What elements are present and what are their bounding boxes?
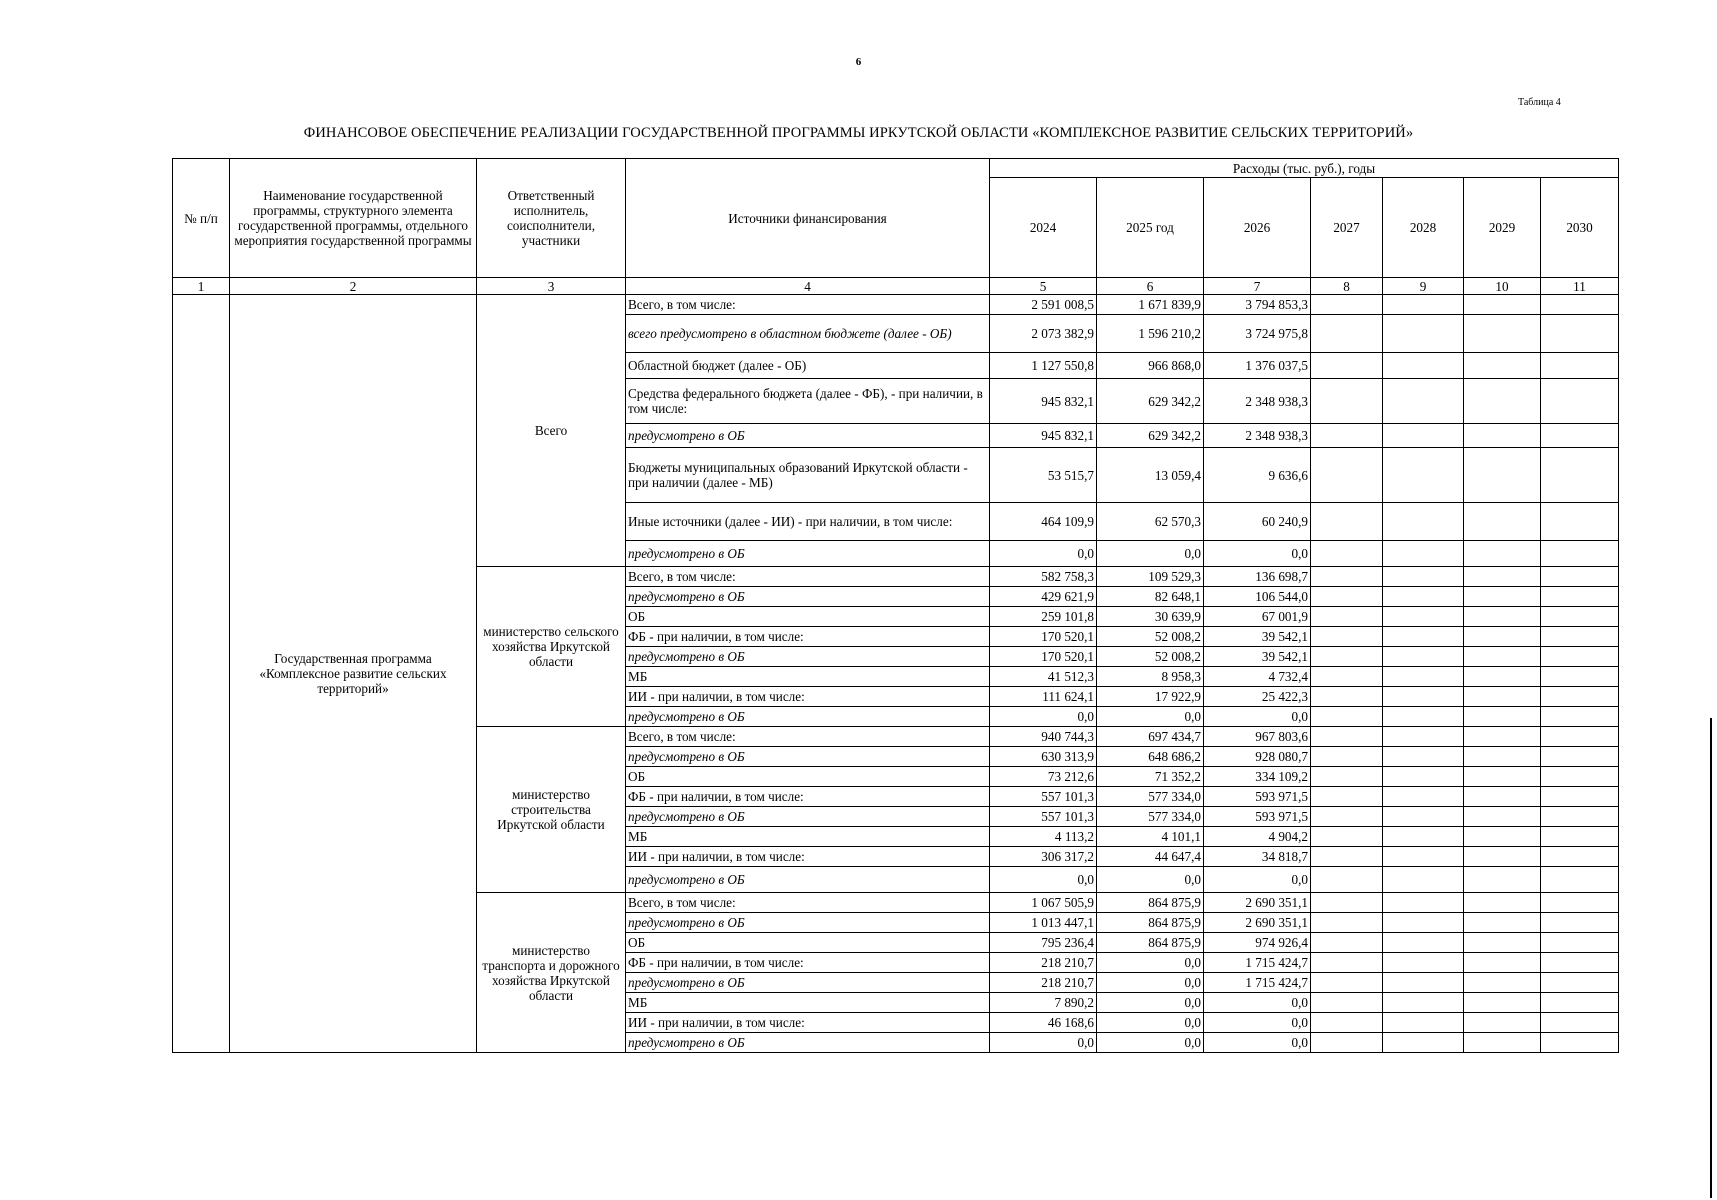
empty-amount-cell [1464, 315, 1541, 353]
header-responsible: Ответственный исполнитель, соисполнители, участники [477, 159, 626, 278]
funding-source-cell: ОБ [626, 607, 990, 627]
empty-amount-cell [1541, 567, 1619, 587]
amount-cell: 429 621,9 [990, 587, 1097, 607]
empty-amount-cell [1383, 587, 1464, 607]
amount-cell: 464 109,9 [990, 503, 1097, 541]
amount-cell: 2 690 351,1 [1204, 913, 1311, 933]
amount-cell: 1 715 424,7 [1204, 973, 1311, 993]
amount-cell: 928 080,7 [1204, 747, 1311, 767]
empty-amount-cell [1464, 707, 1541, 727]
amount-cell: 0,0 [1097, 973, 1204, 993]
funding-source-cell: предусмотрено в ОБ [626, 541, 990, 567]
amount-cell: 53 515,7 [990, 448, 1097, 503]
column-index: 10 [1464, 278, 1541, 295]
empty-amount-cell [1383, 315, 1464, 353]
amount-cell: 2 348 938,3 [1204, 379, 1311, 424]
empty-amount-cell [1464, 973, 1541, 993]
empty-amount-cell [1311, 727, 1383, 747]
empty-amount-cell [1383, 647, 1464, 667]
amount-cell: 0,0 [1097, 1013, 1204, 1033]
header-sources: Источники финансирования [626, 159, 990, 278]
empty-amount-cell [1311, 913, 1383, 933]
amount-cell: 940 744,3 [990, 727, 1097, 747]
empty-amount-cell [1541, 787, 1619, 807]
empty-amount-cell [1383, 913, 1464, 933]
column-index: 9 [1383, 278, 1464, 295]
amount-cell: 966 868,0 [1097, 353, 1204, 379]
amount-cell: 0,0 [1097, 993, 1204, 1013]
amount-cell: 629 342,2 [1097, 379, 1204, 424]
amount-cell: 109 529,3 [1097, 567, 1204, 587]
amount-cell: 30 639,9 [1097, 607, 1204, 627]
empty-amount-cell [1541, 587, 1619, 607]
empty-amount-cell [1541, 953, 1619, 973]
funding-source-cell: МБ [626, 993, 990, 1013]
empty-amount-cell [1464, 827, 1541, 847]
amount-cell: 0,0 [1204, 1013, 1311, 1033]
empty-amount-cell [1464, 687, 1541, 707]
amount-cell: 0,0 [1097, 1033, 1204, 1053]
amount-cell: 864 875,9 [1097, 893, 1204, 913]
amount-cell: 52 008,2 [1097, 627, 1204, 647]
amount-cell: 71 352,2 [1097, 767, 1204, 787]
amount-cell: 577 334,0 [1097, 807, 1204, 827]
empty-amount-cell [1541, 1013, 1619, 1033]
empty-amount-cell [1311, 973, 1383, 993]
empty-amount-cell [1464, 767, 1541, 787]
amount-cell: 170 520,1 [990, 627, 1097, 647]
empty-amount-cell [1541, 767, 1619, 787]
header-year: 2025 год [1097, 178, 1204, 278]
empty-amount-cell [1541, 503, 1619, 541]
empty-amount-cell [1383, 953, 1464, 973]
executor-cell: министерство строительства Иркутской области [477, 727, 626, 893]
amount-cell: 218 210,7 [990, 973, 1097, 993]
funding-source-cell: МБ [626, 827, 990, 847]
empty-amount-cell [1311, 707, 1383, 727]
amount-cell: 1 671 839,9 [1097, 295, 1204, 315]
column-index: 4 [626, 278, 990, 295]
funding-source-cell: предусмотрено в ОБ [626, 707, 990, 727]
empty-amount-cell [1541, 933, 1619, 953]
column-index: 2 [230, 278, 477, 295]
empty-amount-cell [1311, 503, 1383, 541]
empty-amount-cell [1541, 627, 1619, 647]
funding-source-cell: предусмотрено в ОБ [626, 647, 990, 667]
program-name-cell: Государственная программа «Комплексное развитие сельских территорий» [230, 295, 477, 1053]
funding-source-cell: Иные источники (далее - ИИ) - при наличии, в том числе: [626, 503, 990, 541]
column-index: 11 [1541, 278, 1619, 295]
empty-amount-cell [1541, 893, 1619, 913]
column-index: 6 [1097, 278, 1204, 295]
amount-cell: 4 904,2 [1204, 827, 1311, 847]
amount-cell: 259 101,8 [990, 607, 1097, 627]
amount-cell: 9 636,6 [1204, 448, 1311, 503]
empty-amount-cell [1311, 687, 1383, 707]
empty-amount-cell [1464, 567, 1541, 587]
empty-amount-cell [1464, 953, 1541, 973]
column-index: 1 [173, 278, 230, 295]
empty-amount-cell [1311, 827, 1383, 847]
amount-cell: 306 317,2 [990, 847, 1097, 867]
document-title: ФИНАНСОВОЕ ОБЕСПЕЧЕНИЕ РЕАЛИЗАЦИИ ГОСУДАРСТВЕННОЙ ПРОГРАММЫ ИРКУТСКОЙ ОБЛАСТИ «КОМПЛЕКСНОЕ РАЗВИТИЕ СЕЛЬСКИХ ТЕРРИТОРИЙ» [303, 125, 1414, 141]
amount-cell: 25 422,3 [1204, 687, 1311, 707]
empty-amount-cell [1464, 295, 1541, 315]
empty-amount-cell [1383, 807, 1464, 827]
empty-amount-cell [1311, 1033, 1383, 1053]
amount-cell: 0,0 [1204, 993, 1311, 1013]
empty-amount-cell [1464, 867, 1541, 893]
empty-amount-cell [1541, 607, 1619, 627]
empty-amount-cell [1311, 667, 1383, 687]
empty-amount-cell [1383, 767, 1464, 787]
amount-cell: 62 570,3 [1097, 503, 1204, 541]
empty-amount-cell [1464, 727, 1541, 747]
amount-cell: 4 101,1 [1097, 827, 1204, 847]
header-year: 2028 [1383, 178, 1464, 278]
empty-amount-cell [1311, 315, 1383, 353]
empty-amount-cell [1464, 847, 1541, 867]
amount-cell: 974 926,4 [1204, 933, 1311, 953]
empty-amount-cell [1541, 727, 1619, 747]
empty-amount-cell [1311, 647, 1383, 667]
executor-cell: министерство транспорта и дорожного хозяйства Иркутской области [477, 893, 626, 1053]
funding-source-cell: предусмотрено в ОБ [626, 807, 990, 827]
empty-amount-cell [1464, 1033, 1541, 1053]
executor-cell: Всего [477, 295, 626, 567]
empty-amount-cell [1541, 1033, 1619, 1053]
empty-amount-cell [1541, 687, 1619, 707]
amount-cell: 0,0 [1204, 1033, 1311, 1053]
amount-cell: 967 803,6 [1204, 727, 1311, 747]
empty-amount-cell [1383, 747, 1464, 767]
funding-source-cell: всего предусмотрено в областном бюджете (далее - ОБ) [626, 315, 990, 353]
empty-amount-cell [1311, 933, 1383, 953]
funding-source-cell: предусмотрено в ОБ [626, 867, 990, 893]
empty-amount-cell [1311, 541, 1383, 567]
funding-source-cell: предусмотрено в ОБ [626, 747, 990, 767]
amount-cell: 577 334,0 [1097, 787, 1204, 807]
empty-amount-cell [1541, 295, 1619, 315]
empty-amount-cell [1383, 687, 1464, 707]
funding-source-cell: Бюджеты муниципальных образований Иркутской области - при наличии (далее - МБ) [626, 448, 990, 503]
amount-cell: 0,0 [990, 707, 1097, 727]
amount-cell: 41 512,3 [990, 667, 1097, 687]
empty-amount-cell [1311, 787, 1383, 807]
amount-cell: 8 958,3 [1097, 667, 1204, 687]
empty-amount-cell [1311, 993, 1383, 1013]
amount-cell: 2 348 938,3 [1204, 424, 1311, 448]
amount-cell: 629 342,2 [1097, 424, 1204, 448]
amount-cell: 46 168,6 [990, 1013, 1097, 1033]
empty-amount-cell [1383, 827, 1464, 847]
funding-source-cell: Всего, в том числе: [626, 567, 990, 587]
empty-amount-cell [1383, 424, 1464, 448]
amount-cell: 945 832,1 [990, 379, 1097, 424]
amount-cell: 945 832,1 [990, 424, 1097, 448]
amount-cell: 630 313,9 [990, 747, 1097, 767]
empty-amount-cell [1464, 747, 1541, 767]
empty-amount-cell [1311, 953, 1383, 973]
empty-amount-cell [1311, 353, 1383, 379]
amount-cell: 1 013 447,1 [990, 913, 1097, 933]
amount-cell: 648 686,2 [1097, 747, 1204, 767]
empty-amount-cell [1383, 541, 1464, 567]
amount-cell: 3 794 853,3 [1204, 295, 1311, 315]
empty-amount-cell [1311, 847, 1383, 867]
empty-amount-cell [1311, 424, 1383, 448]
amount-cell: 52 008,2 [1097, 647, 1204, 667]
empty-amount-cell [1464, 993, 1541, 1013]
empty-amount-cell [1383, 567, 1464, 587]
empty-amount-cell [1383, 893, 1464, 913]
empty-amount-cell [1464, 379, 1541, 424]
funding-source-cell: предусмотрено в ОБ [626, 973, 990, 993]
empty-amount-cell [1383, 867, 1464, 893]
amount-cell: 557 101,3 [990, 807, 1097, 827]
amount-cell: 1 715 424,7 [1204, 953, 1311, 973]
header-num: № п/п [173, 159, 230, 278]
amount-cell: 864 875,9 [1097, 913, 1204, 933]
table-row [173, 295, 1619, 315]
funding-source-cell: ОБ [626, 767, 990, 787]
empty-amount-cell [1464, 587, 1541, 607]
empty-amount-cell [1541, 867, 1619, 893]
empty-amount-cell [1464, 353, 1541, 379]
empty-amount-cell [1383, 933, 1464, 953]
empty-amount-cell [1464, 607, 1541, 627]
empty-amount-cell [1383, 353, 1464, 379]
empty-amount-cell [1311, 867, 1383, 893]
amount-cell: 0,0 [1097, 541, 1204, 567]
amount-cell: 0,0 [1097, 867, 1204, 893]
amount-cell: 0,0 [990, 1033, 1097, 1053]
funding-source-cell: Всего, в том числе: [626, 893, 990, 913]
amount-cell: 2 591 008,5 [990, 295, 1097, 315]
empty-amount-cell [1464, 787, 1541, 807]
amount-cell: 17 922,9 [1097, 687, 1204, 707]
header-year: 2029 [1464, 178, 1541, 278]
empty-amount-cell [1464, 503, 1541, 541]
financing-table [172, 158, 1619, 1053]
amount-cell: 334 109,2 [1204, 767, 1311, 787]
empty-amount-cell [1541, 807, 1619, 827]
empty-amount-cell [1311, 567, 1383, 587]
empty-amount-cell [1383, 847, 1464, 867]
empty-amount-cell [1383, 607, 1464, 627]
empty-amount-cell [1383, 707, 1464, 727]
amount-cell: 1 596 210,2 [1097, 315, 1204, 353]
empty-amount-cell [1311, 379, 1383, 424]
amount-cell: 111 624,1 [990, 687, 1097, 707]
amount-cell: 2 073 382,9 [990, 315, 1097, 353]
amount-cell: 0,0 [1204, 867, 1311, 893]
empty-amount-cell [1541, 424, 1619, 448]
amount-cell: 4 732,4 [1204, 667, 1311, 687]
amount-cell: 0,0 [990, 541, 1097, 567]
empty-amount-cell [1541, 448, 1619, 503]
funding-source-cell: Средства федерального бюджета (далее - ФБ), - при наличии, в том числе: [626, 379, 990, 424]
amount-cell: 1 127 550,8 [990, 353, 1097, 379]
amount-cell: 0,0 [1204, 541, 1311, 567]
amount-cell: 697 434,7 [1097, 727, 1204, 747]
empty-amount-cell [1383, 627, 1464, 647]
empty-amount-cell [1311, 893, 1383, 913]
empty-amount-cell [1464, 448, 1541, 503]
table-label: Таблица 4 [1518, 97, 1561, 108]
empty-amount-cell [1383, 379, 1464, 424]
empty-amount-cell [1541, 315, 1619, 353]
amount-cell: 106 544,0 [1204, 587, 1311, 607]
column-index: 3 [477, 278, 626, 295]
empty-amount-cell [1311, 295, 1383, 315]
empty-amount-cell [1464, 424, 1541, 448]
amount-cell: 136 698,7 [1204, 567, 1311, 587]
amount-cell: 593 971,5 [1204, 787, 1311, 807]
empty-amount-cell [1541, 847, 1619, 867]
amount-cell: 864 875,9 [1097, 933, 1204, 953]
empty-amount-cell [1464, 541, 1541, 567]
empty-amount-cell [1541, 827, 1619, 847]
column-index: 8 [1311, 278, 1383, 295]
empty-amount-cell [1383, 787, 1464, 807]
page-number: 6 [855, 56, 862, 68]
empty-amount-cell [1541, 541, 1619, 567]
amount-cell: 218 210,7 [990, 953, 1097, 973]
empty-amount-cell [1311, 747, 1383, 767]
empty-amount-cell [1541, 993, 1619, 1013]
funding-source-cell: ФБ - при наличии, в том числе: [626, 787, 990, 807]
empty-amount-cell [1311, 627, 1383, 647]
executor-cell: министерство сельского хозяйства Иркутской области [477, 567, 626, 727]
header-name: Наименование государственной программы, структурного элемента государственной программы, отдельного мероприятия государственной программы [230, 159, 477, 278]
header-year: 2026 [1204, 178, 1311, 278]
amount-cell: 795 236,4 [990, 933, 1097, 953]
empty-amount-cell [1383, 993, 1464, 1013]
amount-cell: 1 376 037,5 [1204, 353, 1311, 379]
empty-amount-cell [1311, 587, 1383, 607]
funding-source-cell: ИИ - при наличии, в том числе: [626, 847, 990, 867]
empty-amount-cell [1464, 667, 1541, 687]
empty-amount-cell [1311, 1013, 1383, 1033]
empty-amount-cell [1383, 973, 1464, 993]
funding-source-cell: предусмотрено в ОБ [626, 587, 990, 607]
amount-cell: 34 818,7 [1204, 847, 1311, 867]
amount-cell: 0,0 [1097, 707, 1204, 727]
scan-edge-mark [1710, 718, 1712, 1198]
amount-cell: 4 113,2 [990, 827, 1097, 847]
empty-amount-cell [1541, 913, 1619, 933]
amount-cell: 39 542,1 [1204, 647, 1311, 667]
amount-cell: 13 059,4 [1097, 448, 1204, 503]
amount-cell: 0,0 [1204, 707, 1311, 727]
amount-cell: 2 690 351,1 [1204, 893, 1311, 913]
funding-source-cell: МБ [626, 667, 990, 687]
funding-source-cell: Областной бюджет (далее - ОБ) [626, 353, 990, 379]
empty-amount-cell [1541, 379, 1619, 424]
empty-amount-cell [1464, 647, 1541, 667]
empty-amount-cell [1541, 353, 1619, 379]
funding-source-cell: Всего, в том числе: [626, 727, 990, 747]
amount-cell: 3 724 975,8 [1204, 315, 1311, 353]
amount-cell: 44 647,4 [1097, 847, 1204, 867]
empty-amount-cell [1464, 893, 1541, 913]
funding-source-cell: предусмотрено в ОБ [626, 424, 990, 448]
amount-cell: 0,0 [1097, 953, 1204, 973]
empty-amount-cell [1311, 807, 1383, 827]
amount-cell: 60 240,9 [1204, 503, 1311, 541]
header-year: 2024 [990, 178, 1097, 278]
empty-amount-cell [1464, 913, 1541, 933]
amount-cell: 593 971,5 [1204, 807, 1311, 827]
empty-amount-cell [1311, 448, 1383, 503]
header-expenses: Расходы (тыс. руб.), годы [990, 159, 1619, 178]
amount-cell: 73 212,6 [990, 767, 1097, 787]
amount-cell: 582 758,3 [990, 567, 1097, 587]
empty-amount-cell [1383, 503, 1464, 541]
amount-cell: 7 890,2 [990, 993, 1097, 1013]
empty-amount-cell [1311, 767, 1383, 787]
empty-amount-cell [1383, 1013, 1464, 1033]
empty-amount-cell [1464, 1013, 1541, 1033]
funding-source-cell: ИИ - при наличии, в том числе: [626, 1013, 990, 1033]
empty-amount-cell [1464, 807, 1541, 827]
empty-amount-cell [1541, 707, 1619, 727]
header-year: 2027 [1311, 178, 1383, 278]
funding-source-cell: ОБ [626, 933, 990, 953]
row-number-cell [173, 295, 230, 1053]
empty-amount-cell [1383, 1033, 1464, 1053]
empty-amount-cell [1464, 627, 1541, 647]
empty-amount-cell [1541, 973, 1619, 993]
funding-source-cell: предусмотрено в ОБ [626, 913, 990, 933]
empty-amount-cell [1464, 933, 1541, 953]
empty-amount-cell [1311, 607, 1383, 627]
funding-source-cell: ФБ - при наличии, в том числе: [626, 953, 990, 973]
empty-amount-cell [1383, 448, 1464, 503]
amount-cell: 170 520,1 [990, 647, 1097, 667]
amount-cell: 39 542,1 [1204, 627, 1311, 647]
amount-cell: 1 067 505,9 [990, 893, 1097, 913]
amount-cell: 82 648,1 [1097, 587, 1204, 607]
empty-amount-cell [1541, 667, 1619, 687]
funding-source-cell: Всего, в том числе: [626, 295, 990, 315]
amount-cell: 67 001,9 [1204, 607, 1311, 627]
funding-source-cell: предусмотрено в ОБ [626, 1033, 990, 1053]
empty-amount-cell [1383, 667, 1464, 687]
empty-amount-cell [1541, 747, 1619, 767]
empty-amount-cell [1383, 295, 1464, 315]
empty-amount-cell [1383, 727, 1464, 747]
amount-cell: 0,0 [990, 867, 1097, 893]
funding-source-cell: ФБ - при наличии, в том числе: [626, 627, 990, 647]
empty-amount-cell [1541, 647, 1619, 667]
column-index: 7 [1204, 278, 1311, 295]
funding-source-cell: ИИ - при наличии, в том числе: [626, 687, 990, 707]
column-index: 5 [990, 278, 1097, 295]
header-year: 2030 [1541, 178, 1619, 278]
amount-cell: 557 101,3 [990, 787, 1097, 807]
